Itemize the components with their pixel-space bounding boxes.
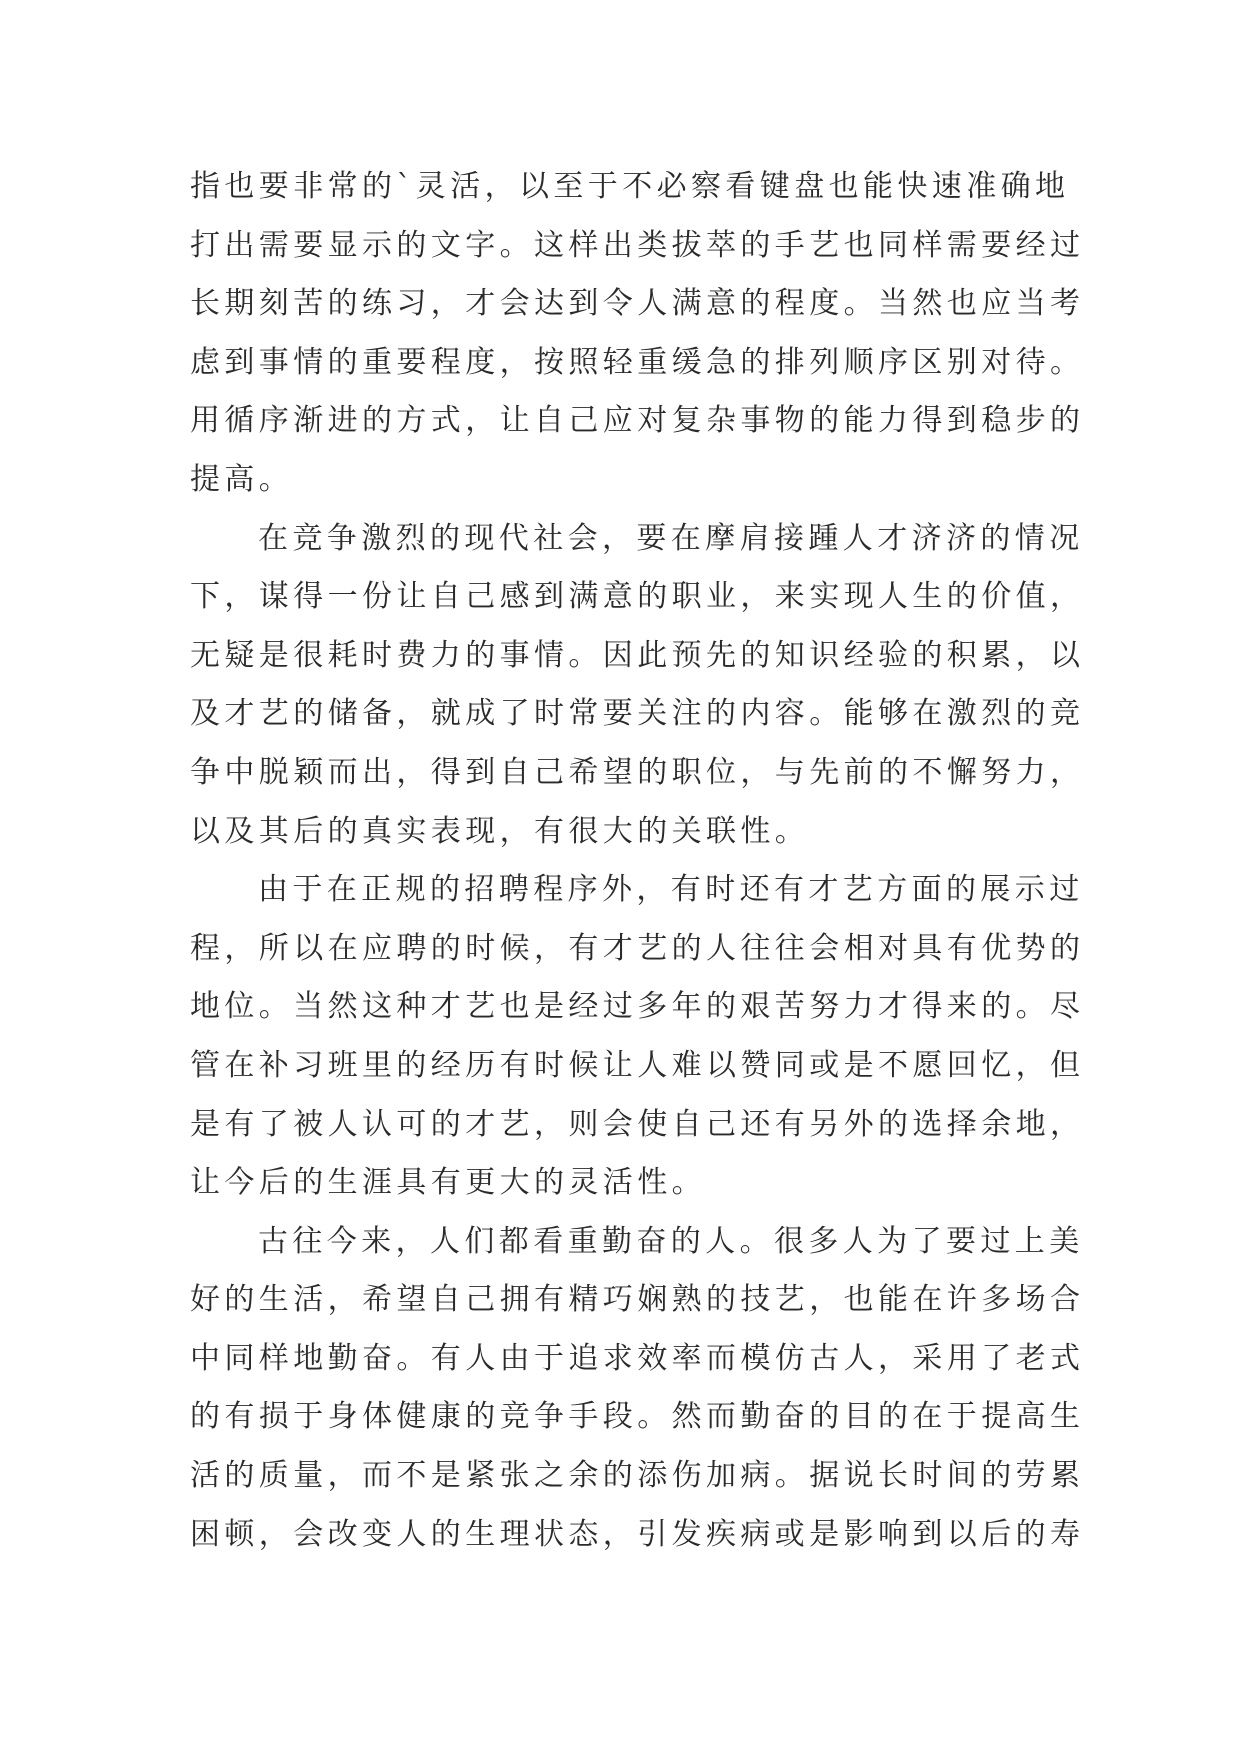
text-line: 中同样地勤奋。有人由于追求效率而模仿古人，采用了老式 (190, 1340, 1085, 1376)
text-line: 打出需要显示的文字。这样出类拔萃的手艺也同样需要经过 (190, 227, 1085, 263)
paragraph-first-line: 古往今来，人们都看重勤奋的人。很多人为了要过上美 (258, 1223, 1084, 1259)
text-line: 提高。 (190, 461, 294, 497)
text-line: 虑到事情的重要程度，按照轻重缓急的排列顺序区别对待。 (190, 344, 1085, 380)
text-line: 争中脱颖而出，得到自己希望的职位，与先前的不懈努力， (190, 754, 1085, 790)
text-line: 是有了被人认可的才艺，则会使自己还有另外的选择余地， (190, 1106, 1085, 1142)
text-line: 长期刻苦的练习，才会达到令人满意的程度。当然也应当考 (190, 286, 1085, 322)
text-line: 及才艺的储备，就成了时常要关注的内容。能够在激烈的竞 (190, 696, 1085, 732)
text-line: 困顿，会改变人的生理状态，引发疾病或是影响到以后的寿 (190, 1516, 1085, 1552)
text-line: 地位。当然这种才艺也是经过多年的艰苦努力才得来的。尽 (190, 989, 1085, 1025)
text-line: 以及其后的真实表现，有很大的关联性。 (190, 813, 810, 849)
text-line: 无疑是很耗时费力的事情。因此预先的知识经验的积累，以 (190, 637, 1085, 673)
document-body (190, 158, 1085, 1564)
text-line: 好的生活，希望自己拥有精巧娴熟的技艺，也能在许多场合 (190, 1282, 1085, 1318)
text-line: 让今后的生涯具有更大的灵活性。 (190, 1165, 706, 1201)
paragraph-first-line: 在竞争激烈的现代社会，要在摩肩接踵人才济济的情况 (258, 520, 1084, 556)
text-line: 活的质量，而不是紧张之余的添伤加病。据说长时间的劳累 (190, 1458, 1085, 1494)
paragraph-first-line: 由于在正规的招聘程序外，有时还有才艺方面的展示过 (258, 872, 1084, 908)
text-line: 指也要非常的`灵活，以至于不必察看键盘也能快速准确地 (190, 169, 1070, 204)
text-line: 的有损于身体健康的竞争手段。然而勤奋的目的在于提高生 (190, 1399, 1085, 1435)
text-line: 程，所以在应聘的时候，有才艺的人往往会相对具有优势的 (190, 930, 1085, 966)
text-line: 下，谋得一份让自己感到满意的职业，来实现人生的价值， (190, 579, 1085, 615)
text-line: 管在补习班里的经历有时候让人难以赞同或是不愿回忆，但 (190, 1047, 1085, 1083)
text-line: 用循序渐进的方式，让自己应对复杂事物的能力得到稳步的 (190, 403, 1085, 439)
